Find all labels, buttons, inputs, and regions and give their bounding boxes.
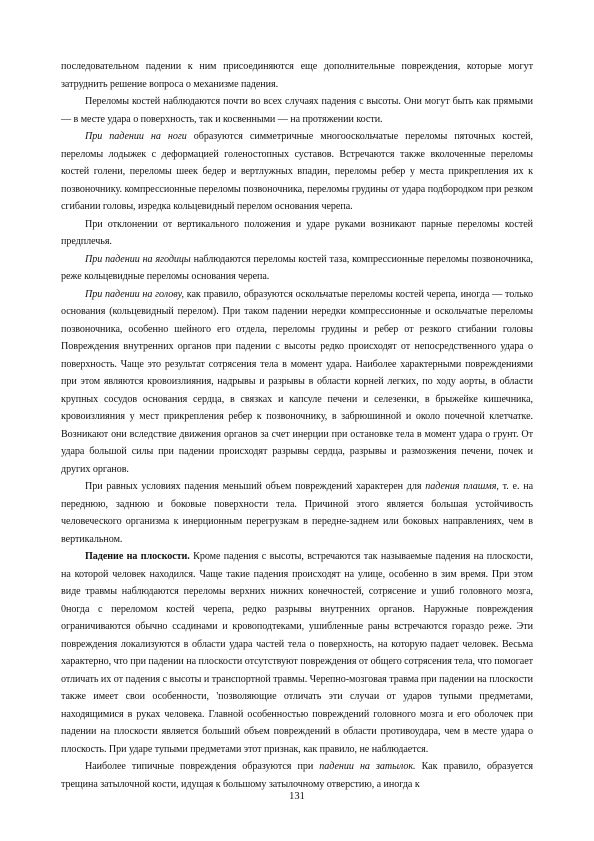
italic-lead: падении на затылок. [319,761,416,772]
document-body [61,58,533,793]
paragraph-1 [61,58,533,93]
paragraph-text: последовательном падении к ним присоединяются еще дополнительные повреждения, которые могут затруднить решение вопроса о механизме падения. [61,61,533,90]
paragraph-text: При равных условиях падения меньший объем повреждений характерен для [85,481,426,492]
paragraph-5 [61,251,533,286]
paragraph-9 [61,758,533,793]
paragraph-text: Переломы костей наблюдаются почти во всех случаях падения с высоты. Они могут быть как прямыми — в месте удара о поверхность, так и косвенными — на протяжении кости. [61,96,533,125]
paragraph-text: образуются симметричные многооскольчатые переломы пяточных костей, переломы лодыжек с деформацией голеностопных суставов. Встречаются также вколоченные переломы костей голени, переломы шеек бедер и вертлужных впадин, переломы ребер у места прикрепления их к позвоночнику. компрессионные переломы позвоночника, переломы грудины от удара подбородком при резком сгибании головы, изредка кольцевидный перелом основания черепа. [61,131,533,212]
section-heading: Падение на плоскости. [85,551,190,562]
paragraph-3 [61,128,533,216]
paragraph-8 [61,548,533,758]
paragraph-text: Кроме падения с высоты, встречаются так называемые падения на плоскости, на которой человек находился. Чаще такие падения происходят на улице, особенно в зим время. При этом виде травмы наблюдаются переломы верхних нижних конечностей, сотрясение и ушиб головного мозга, 0ногда с переломом костей черепа, редко разрывы внутренних органов. Наружные повреждения ограничиваются обычно ссадинами и кровоподтеками, ушибленные раны встречаются гораздо реже. Эти повреждения локализуются в области удара частей тела о поверхность, на которую падает человек. Весьма характерно, что при падении на плоскости отсутствуют повреждения от общего сотрясения тела, что помогает отличать их от падения с высоты и транспортной травмы. Черепно-мозговая травма при падении на плоскости также имеет свои особенности, 'позволяющие отличать эти случаи от ударов тупыми предметами, находящимися в руках человека. Главной особенностью повреждений головного мозга и его оболочек при падении на плоскости является больший объем повреждений в области противоудара, чем в месте удара о плоскость. При ударе тупыми предметами этот признак, как правило, не наблюдается. [61,551,533,755]
paragraph-text: Как правило, образуется трещина затылочной кости, идущая к большому затылочному отверстию, а иногда к [61,761,533,790]
paragraph-2 [61,93,533,128]
paragraph-text: как правило, образуются оскольчатые переломы костей черепа, иногда — только основания (кольцевидный перелом). При таком падении нередки компрессионные и оскольчатые переломы позвоночника, особенно шейного его отдела, переломы грудины и ребер от резкого сгибании головы Повреждения внутренних органов при падении с высоты редко происходят от непосредственного удара о поверхность. Чаще это результат сотрясения тела в момент удара. Наиболее характерными повреждениями при этом являются кровоизлияния, надрывы и разрывы в области корней легких, по ходу аорты, в области крупных сосудов основания сердца, в связках и капсуле печени и селезенки, в брыжейке кишечника, кровоизлияния у мест прикрепления ребер к позвоночнику, в забрюшинной и около почечной клетчатке. Возникают они вследствие движения органов за счет инерции при остановке тела в момент удара о грунт. От удара большой силы при падении происходят разрывы сердца, разрывы и размозжения печени, почек и других органов. [61,288,533,475]
paragraph-6 [61,286,533,479]
paragraph-text: Наиболее типичные повреждения образуются при [85,761,320,772]
paragraph-text: наблюдаются переломы костей таза, компрессионные переломы позвоночника, реже кольцевидные переломы основания черепа. [61,253,533,282]
paragraph-text: При отклонении от вертикального положения и ударе руками возникают парные переломы костей предплечья. [61,218,533,247]
page-number: 131 [289,791,305,802]
paragraph-text: т. е. на переднюю, заднюю и боковые поверхности тела. Причиной этого является большая устойчивость человеческого организма к инерционным перегрузкам в передне-заднем или боковых направлениях, чем в вертикальном. [61,481,534,545]
italic-lead: падения плашмя, [425,481,499,492]
italic-lead: При падении на ягодицы [85,253,191,265]
italic-lead: При падении на голову, [85,288,184,300]
paragraph-7 [61,478,533,548]
paragraph-4 [61,216,533,251]
italic-lead: При падении на ноги [85,131,187,142]
